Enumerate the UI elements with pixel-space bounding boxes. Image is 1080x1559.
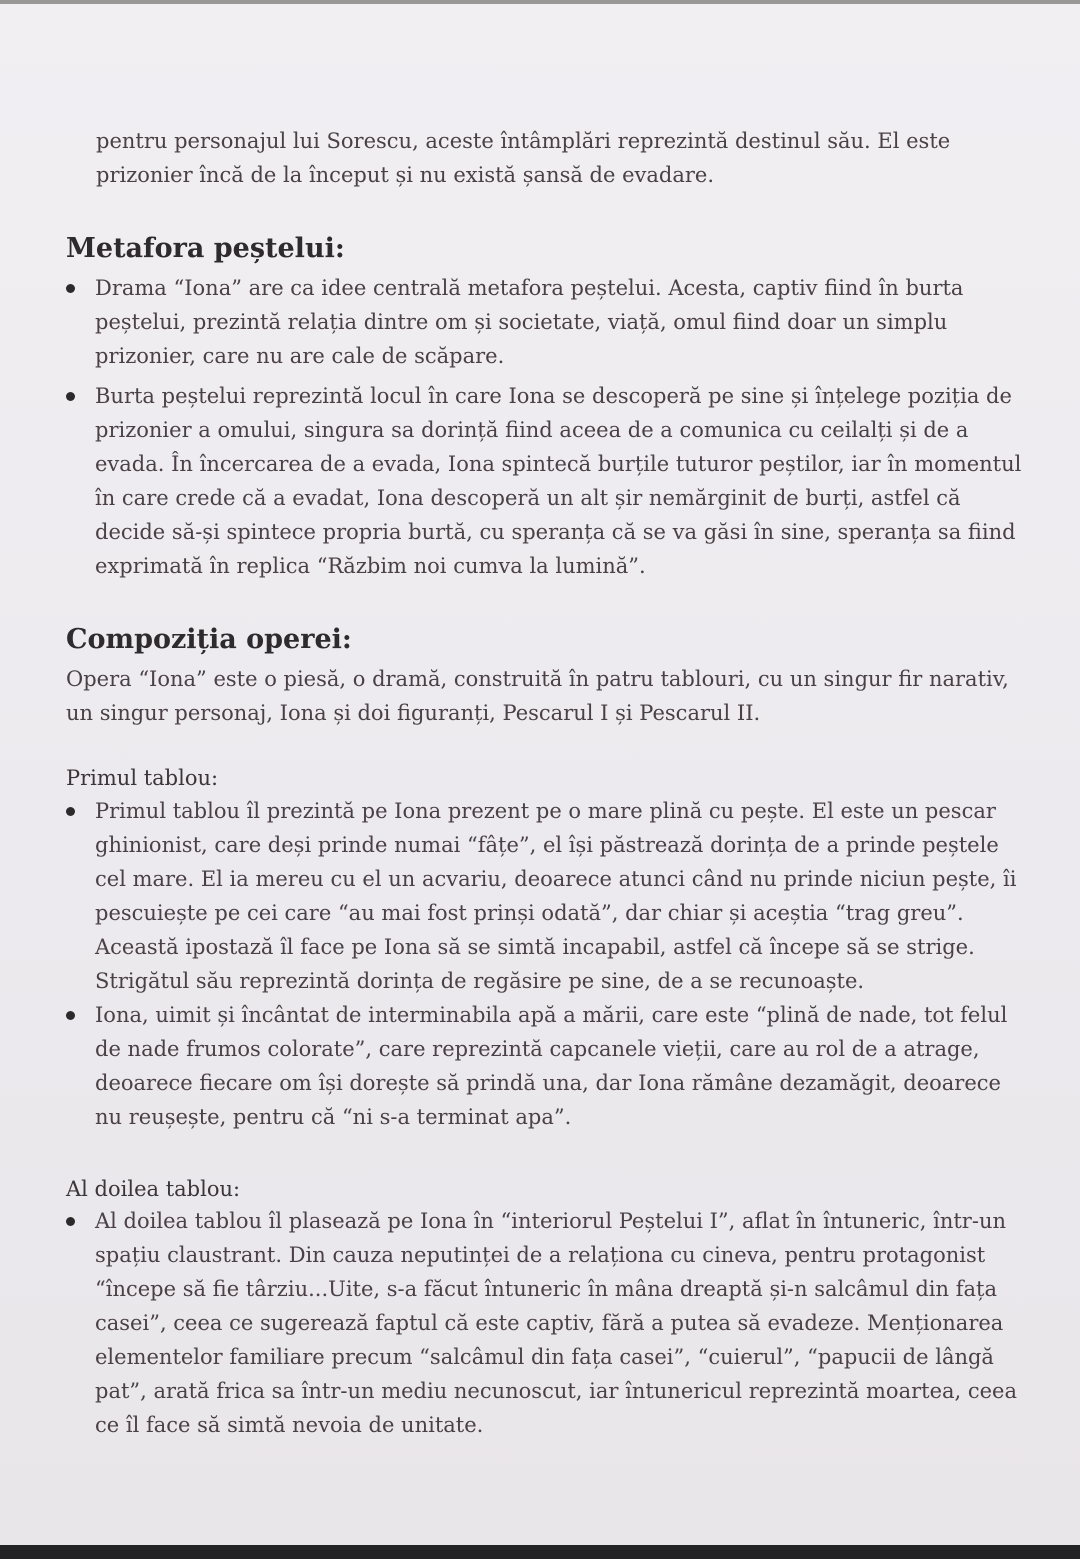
- bullet-dot-icon: [66, 284, 75, 293]
- text-line: “începe să fie târziu...Uite, s-a făcut întuneric în mâna dreaptă și-n salcâmul din fața: [95, 1277, 997, 1301]
- text-line: Al doilea tablou îl plasează pe Iona în “interiorul Peștelui I”, aflat în întuneric, într-un: [95, 1209, 1006, 1233]
- text-line: Primul tablou îl prezintă pe Iona prezent pe o mare plină cu pește. El este un pescar: [95, 799, 996, 823]
- text-line: Iona, uimit și încântat de interminabila apă a mării, care este “plină de nade, tot felul: [95, 1003, 1008, 1027]
- bullet-dot-icon: [66, 1217, 75, 1226]
- text-line: deoarece fiecare om își dorește să prindă una, dar Iona rămâne dezamăgit, deoarece: [95, 1071, 1001, 1095]
- text-line: evada. În încercarea de a evada, Iona spintecă burțile tuturor peștilor, iar în momentul: [95, 452, 1022, 476]
- bullet-dot-icon: [66, 1011, 75, 1020]
- text-line: pentru personajul lui Sorescu, aceste întâmplări reprezintă destinul său. El este: [96, 129, 951, 153]
- text-line: ghinionist, care deși prinde numai “fâțe”, el își păstrează dorința de a prinde peștele: [95, 833, 999, 857]
- text-line: cel mare. El ia mereu cu el un acvariu, deoarece atunci când nu prinde niciun pește, îi: [95, 867, 1017, 891]
- text-line: în care crede că a evadat, Iona descoperă un alt șir nemărginit de burți, astfel că: [95, 486, 961, 510]
- bullet-dot-icon: [66, 807, 75, 816]
- text-line: ce îl face să simtă nevoia de unitate.: [95, 1413, 484, 1437]
- text-line: casei”, ceea ce sugerează faptul că este captiv, fără a putea să evadeze. Menționarea: [95, 1311, 1004, 1335]
- text-line: Drama “Iona” are ca idee centrală metafora peștelui. Acesta, captiv fiind în burta: [95, 276, 964, 300]
- subheading-primul-tablou: Primul tablou:: [66, 766, 219, 790]
- text-line: spațiu claustrant. Din cauza neputinței de a relaționa cu cineva, pentru protagonist: [95, 1243, 986, 1267]
- section-heading-metafora: Metafora peștelui:: [66, 233, 345, 264]
- bullet-dot-icon: [66, 392, 75, 401]
- text-line: nu reușește, pentru că “ni s-a terminat apa”.: [95, 1105, 572, 1129]
- text-line: exprimată în replica “Răzbim noi cumva la lumină”.: [95, 554, 646, 578]
- subheading-al-doilea-tablou: Al doilea tablou:: [66, 1177, 241, 1201]
- compozitia-paragraph: [66, 662, 1056, 730]
- text-line: un singur personaj, Iona și doi figuranți, Pescarul I și Pescarul II.: [66, 701, 761, 725]
- text-line: de nade frumos colorate”, care reprezintă capcanele vieții, care au rol de a atrage,: [95, 1037, 980, 1061]
- text-line: prizonier încă de la început și nu există șansă de evadare.: [96, 163, 715, 187]
- text-line: Această ipostază îl face pe Iona să se simtă incapabil, astfel că începe să se strige.: [95, 935, 975, 959]
- text-line: pescuiește pe cei care “au mai fost prinși odată”, dar chiar și aceștia “trag greu”.: [95, 901, 964, 925]
- text-line: peștelui, prezintă relația dintre om și societate, viață, omul fiind doar un simplu: [95, 310, 948, 334]
- text-line: Burta peștelui reprezintă locul în care Iona se descoperă pe sine și înțelege poziția de: [95, 384, 1012, 408]
- text-line: prizonier, care nu are cale de scăpare.: [95, 344, 505, 368]
- text-line: Opera “Iona” este o piesă, o dramă, construită în patru tablouri, cu un singur fir narativ,: [66, 667, 1009, 691]
- intro-paragraph: [96, 124, 1026, 192]
- text-line: prizonier a omului, singura sa dorință fiind aceea de a comunica cu ceilalți și de a: [95, 418, 969, 442]
- text-line: pat”, arată frica sa într-un mediu necunoscut, iar întunericul reprezintă moartea, ceea: [95, 1379, 1018, 1403]
- page-bottom-edge: [0, 1545, 1080, 1559]
- text-line: decide să-și spintece propria burtă, cu speranța că se va găsi în sine, speranța sa fiind: [95, 520, 1016, 544]
- text-line: elementelor familiare precum “salcâmul din fața casei”, “cuierul”, “papucii de lângă: [95, 1345, 994, 1369]
- text-line: Strigătul său reprezintă dorința de regăsire pe sine, de a se recunoaște.: [95, 969, 865, 993]
- section-heading-compozitia: Compoziția operei:: [66, 624, 352, 655]
